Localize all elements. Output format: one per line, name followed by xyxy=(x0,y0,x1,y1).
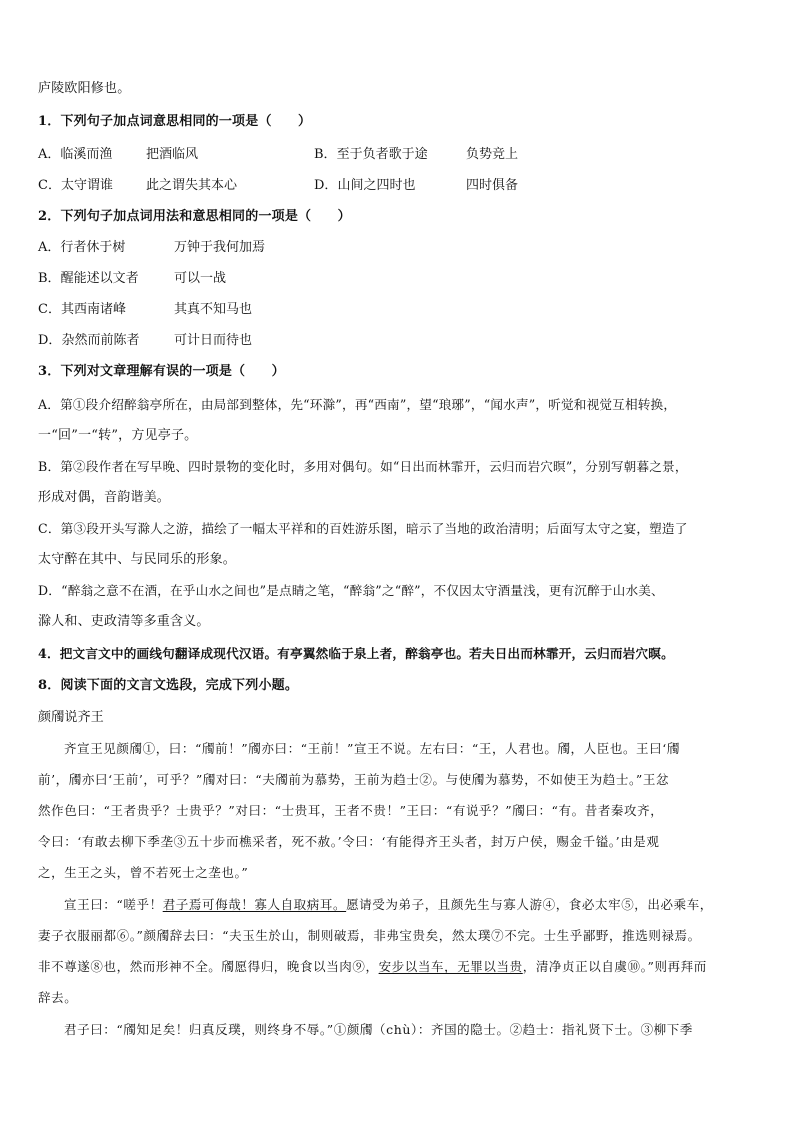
option-text-a: 临溪而渔 xyxy=(60,147,113,162)
q1-option-b-b: 负势竞上 xyxy=(466,147,519,162)
intro-line: 庐陵欧阳修也。 xyxy=(38,81,131,96)
q3-option-a-line-1[interactable]: A．第①段介绍醉翁亭所在，由局部到整体，先“环滁”，再“西南”，望“琅琊”，“闻水声”，听觉和视觉互相转换， xyxy=(38,397,677,412)
q1-option-b[interactable] xyxy=(314,146,428,164)
q2-option-d[interactable] xyxy=(38,332,139,350)
option-label: B． xyxy=(314,147,337,162)
passage-p2-line-4: 辞去。 xyxy=(38,990,78,1005)
passage-p1-line-4: 令曰：‘有敢去柳下季垄③五十步而樵采者，死不赦。’令曰：‘有能得齐王头者，封万户侯，赐金千镒。’由是观 xyxy=(38,834,660,849)
option-label: D． xyxy=(314,178,338,193)
q2-option-c-b: 其真不知马也 xyxy=(174,302,253,317)
passage-p1-line-1: 齐宣王见颜斶①，曰：“斶前！”斶亦曰：“王前！”宣王不说。左右曰：“王，人君也。斶，人臣也。王曰‘斶 xyxy=(64,741,680,756)
option-label: A． xyxy=(38,147,61,162)
underlined-sentence: 安步以当车，无罪以当贵 xyxy=(378,959,523,974)
q1-option-a[interactable] xyxy=(38,146,112,164)
question-4-stem: 4．把文言文中的画线句翻译成现代汉语。有亭翼然临于泉上者，醉翁亭也。若夫日出而林霏开，云归而岩穴暝。 xyxy=(38,646,674,661)
passage-p1-line-5: 之，生王之头，曾不若死士之垄也。” xyxy=(38,865,249,880)
text-segment: 宣王曰：“嗟乎！ xyxy=(64,897,163,912)
text-segment: 非不尊遂⑧也，然而形神不全。斶愿得归，晚食以当肉⑨， xyxy=(38,959,379,974)
passage-p2-line-3 xyxy=(38,958,707,976)
question-3-stem: 3．下列对文章理解有误的一项是（ ） xyxy=(38,364,285,379)
text-segment: ，清净贞正以自虞⑩。”则再拜而 xyxy=(522,959,707,974)
option-text-a: 至于负者歌于途 xyxy=(336,147,428,162)
option-label: C． xyxy=(38,302,61,317)
underlined-sentence: 君子焉可侮哉！寡人自取病耳。 xyxy=(162,897,347,912)
q2-option-a[interactable] xyxy=(38,239,125,257)
q1-option-d[interactable] xyxy=(314,177,415,195)
q3-option-a-line-2: 一“回”一“转”，方见亭子。 xyxy=(38,428,198,443)
q1-option-d-b: 四时俱备 xyxy=(466,178,519,193)
option-label: B． xyxy=(38,271,61,286)
q3-option-b-line-1[interactable]: B．第②段作者在写早晚、四时景物的变化时，多用对偶句。如“日出而林霏开，云归而岩穴暝”，分别写朝暮之景， xyxy=(38,459,688,474)
passage-p1-line-2: 前’，斶亦曰‘王前’，可乎？”斶对曰：“夫斶前为慕势，王前为趋士②。与使斶为慕势，不如使王为趋士。”王忿 xyxy=(38,772,670,787)
option-text-a: 杂然而前陈者 xyxy=(61,333,140,348)
q2-option-c[interactable] xyxy=(38,301,126,319)
q3-option-b-line-2: 形成对偶，音韵谐美。 xyxy=(38,490,171,505)
question-8-stem: 8．阅读下面的文言文选段，完成下列小题。 xyxy=(38,678,299,693)
q1-option-c-b: 此之谓失其本心 xyxy=(146,178,238,193)
text-segment: 愿请受为弟子，且颜先生与寡人游④，食必太牢⑤，出必乘车， xyxy=(346,897,713,912)
q1-option-a-b: 把酒临风 xyxy=(146,147,199,162)
q3-option-d-line-2: 滁人和、吏政清等多重含义。 xyxy=(38,614,210,629)
q2-option-d-b: 可计日而待也 xyxy=(174,333,253,348)
q3-option-d-line-1[interactable]: D．“醉翁之意不在酒，在乎山水之间也”是点睛之笔，“醉翁”之“醉”，不仅因太守酒量浅，更有沉醉于山水美、 xyxy=(38,583,664,598)
passage-p2-line-1 xyxy=(64,896,713,914)
q2-option-b-b: 可以一战 xyxy=(174,271,227,286)
q2-option-b[interactable] xyxy=(38,270,139,288)
passage-title: 颜斶说齐王 xyxy=(38,710,105,725)
option-text-a: 行者休于树 xyxy=(60,240,126,255)
option-text-a: 其西南诸峰 xyxy=(60,302,126,317)
option-text-a: 太守谓谁 xyxy=(60,178,113,193)
q2-option-a-b: 万钟于我何加焉 xyxy=(174,240,266,255)
option-text-a: 醒能述以文者 xyxy=(60,271,139,286)
option-label: A． xyxy=(38,240,61,255)
option-label: C． xyxy=(38,178,61,193)
q3-option-c-line-2: 太守醉在其中、与民同乐的形象。 xyxy=(38,552,237,567)
question-2-stem: 2．下列句子加点词用法和意思相同的一项是（ ） xyxy=(38,209,351,224)
q1-option-c[interactable] xyxy=(38,177,113,195)
q3-option-c-line-1[interactable]: C．第③段开头写滁人之游，描绘了一幅太平祥和的百姓游乐图，暗示了当地的政治清明；后面写太守之宴，塑造了 xyxy=(38,521,688,536)
passage-p2-line-2: 妻子衣服丽都⑥。”颜斶辞去曰：“夫玉生於山，制则破焉，非弗宝贵矣，然太璞⑦不完。士生乎鄙野，推选则禄焉。 xyxy=(38,928,701,943)
passage-p3-line-1: 君子曰：“斶知足矣！归真反璞，则终身不辱。”①颜斶（chù）：齐国的隐士。②趋士：指礼贤下士。③柳下季 xyxy=(64,1022,693,1037)
option-text-a: 山间之四时也 xyxy=(337,178,416,193)
question-1-stem: 1．下列句子加点词意思相同的一项是（ ） xyxy=(38,114,312,129)
option-label: D． xyxy=(38,333,62,348)
passage-p1-line-3: 然作色曰：“王者贵乎？士贵乎？”对曰：“士贵耳，王者不贵！”王曰：“有说乎？”斶曰：“有。昔者秦攻齐， xyxy=(38,803,664,818)
